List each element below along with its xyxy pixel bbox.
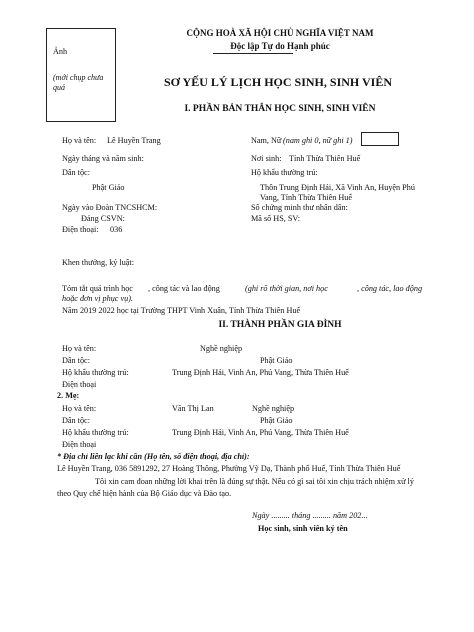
photo-note: (mới chụp chưa quá: [53, 73, 104, 92]
father-household-value[interactable]: Trung Định Hải, Vinh An, Phú Vang, Thừa Thiên Huế: [172, 368, 349, 377]
gender-box[interactable]: [361, 132, 399, 146]
date-line: Ngày ......... tháng ......... năm 202...: [252, 511, 368, 520]
party-label: Đảng CSVN:: [81, 214, 125, 223]
contact-value[interactable]: Lê Huyền Trang, 036 5891292, 27 Hoàng Thông, Phường Vỹ Dạ, Thành phố Huế, Tỉnh Thừa Thiên Huế: [57, 464, 401, 473]
mother-ethnicity-label: Dân tộc:: [62, 416, 90, 425]
mother-religion-value[interactable]: Phật Giáo: [260, 416, 293, 425]
history-note-1: (ghi rõ thời gian, nơi học: [245, 284, 328, 293]
phone-label: Điện thoại:: [62, 225, 99, 234]
religion-value[interactable]: Phật Giáo: [92, 183, 125, 192]
name-label: Họ và tên:: [62, 136, 97, 145]
father-religion-value[interactable]: Phật Giáo: [260, 356, 293, 365]
household-value[interactable]: Thôn Trung Định Hải, Xã Vinh An, Huyện Phú Vang, Tỉnh Thừa Thiên Huế: [260, 183, 415, 202]
gender-label: Nam, Nữ: [251, 136, 282, 145]
mother-household-label: Hộ khẩu thường trú:: [62, 428, 129, 437]
name-value[interactable]: Lê Huyền Trang: [107, 136, 161, 145]
mother-name-label: Họ và tên:: [62, 404, 97, 413]
mother-name-value[interactable]: Văn Thị Lan: [172, 404, 214, 413]
father-name-label: Họ và tên:: [62, 344, 97, 353]
section-2-heading: II. THÀNH PHẦN GIA ĐÌNH: [218, 320, 342, 330]
dob-label: Ngày tháng và năm sinh:: [62, 154, 144, 163]
phone-value[interactable]: 036: [110, 225, 123, 234]
mother-job-label: Nghề nghiệp: [252, 404, 295, 413]
father-household-label: Hộ khẩu thường trú:: [62, 368, 129, 377]
history-entry[interactable]: Năm 2019 2022 học tại Trường THPT Vinh Xuân, Tỉnh Thừa Thiên Huế: [62, 306, 301, 315]
youth-union-label: Ngày vào Đoàn TNCSHCM:: [62, 203, 158, 212]
photo-placeholder: [46, 28, 116, 122]
motto-underline: [213, 53, 293, 54]
photo-label: Ảnh: [53, 47, 68, 56]
pledge-text: Tôi xin cam đoan những lời khai trên là đúng sự thật. Nếu có gì sai tôi xin chịu trách nhiệm xử lý theo Quy chế hiện hành của Bộ Giáo dục và Đào tạo.: [57, 477, 414, 498]
father-phone-label: Điện thoại: [62, 380, 97, 389]
household-label: Hộ khẩu thường trú:: [251, 168, 318, 177]
mother-household-value[interactable]: Trung Định Hải, Vinh An, Phú Vang, Thừa Thiên Huế: [172, 428, 349, 437]
birthplace-value[interactable]: Tỉnh Thừa Thiên Huế: [289, 154, 361, 163]
history-intro-2: , công tác và lao động: [148, 284, 220, 293]
awards-label: Khen thưởng, kỷ luật:: [62, 258, 134, 267]
birthplace-label: Nơi sinh:: [251, 154, 282, 163]
history-intro-1: Tóm tắt quá trình học: [62, 284, 133, 293]
history-note-2: , công tác, lao động: [357, 284, 423, 293]
mother-phone-label: Điện thoại: [62, 440, 97, 449]
page-title: SƠ YẾU LÝ LỊCH HỌC SINH, SINH VIÊN: [163, 75, 393, 89]
contact-heading: * Địa chỉ liên lạc khi cần (Họ tên, số điện thoại, địa chỉ):: [57, 452, 250, 461]
ethnicity-label: Dân tộc:: [62, 168, 90, 177]
mother-heading: 2. Mẹ:: [57, 391, 80, 400]
signature-label: Học sinh, sinh viên ký tên: [258, 524, 348, 533]
history-note-3: hoặc đơn vị phục vụ).: [62, 294, 133, 303]
gender-note: (nam ghi 0, nữ ghi 1): [283, 136, 353, 145]
father-job-label: Nghề nghiệp: [200, 344, 243, 353]
country-heading: CỘNG HOÀ XÃ HỘI CHỦ NGHĨA VIỆT NAM: [186, 28, 374, 38]
section-1-heading: I. PHẦN BẢN THÂN HỌC SINH, SINH VIÊN: [184, 104, 376, 114]
student-id-label: Mã số HS, SV:: [251, 214, 300, 223]
motto: Độc lập Tự do Hạnh phúc: [230, 41, 330, 51]
father-ethnicity-label: Dân tộc:: [62, 356, 90, 365]
id-card-label: Số chứng minh thư nhân dân:: [251, 203, 348, 212]
